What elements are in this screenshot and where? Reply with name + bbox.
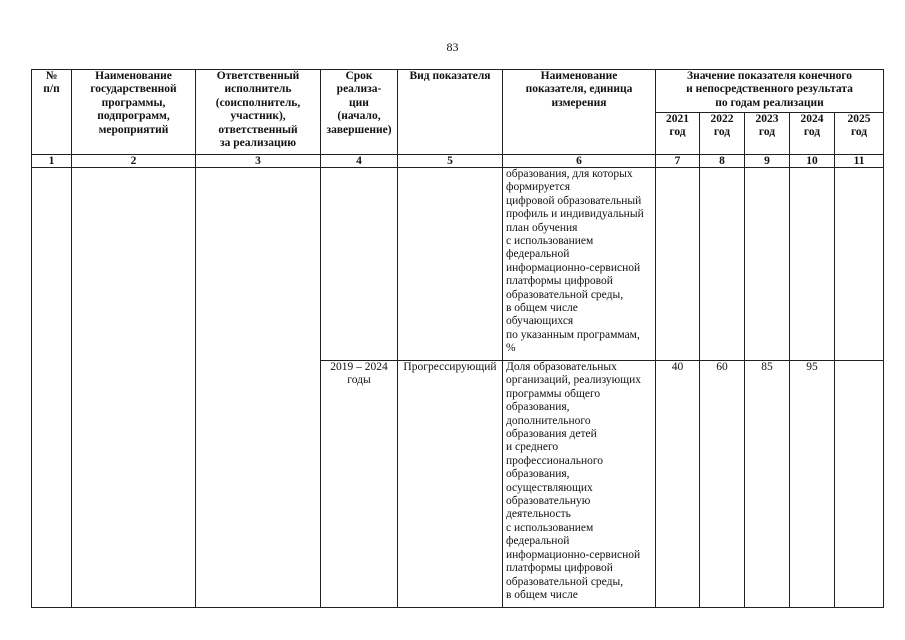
cell-text-line: образования, bbox=[506, 401, 570, 414]
cell-text-line: годы bbox=[347, 374, 371, 387]
cell-text-line: по годам реализации bbox=[715, 96, 824, 109]
header-indicator-type bbox=[398, 70, 503, 155]
value-2023-cell bbox=[745, 168, 790, 361]
cell-text-line: государственной bbox=[90, 83, 177, 96]
column-number: 7 bbox=[656, 155, 700, 168]
value-2024-cell bbox=[790, 168, 835, 361]
cell-text-line: осуществляющих bbox=[506, 481, 593, 494]
value-2022-cell: 60 bbox=[700, 361, 745, 608]
indicator-name-cell bbox=[503, 361, 656, 608]
cell-text-line: информационно-сервисной bbox=[506, 261, 641, 274]
cell-text-line: деятельность bbox=[506, 508, 571, 521]
cell-text-line: образовательной среды, bbox=[506, 575, 624, 588]
cell-text-line: Наименование bbox=[95, 70, 172, 82]
cell-text-line: образования, bbox=[506, 468, 570, 481]
cell-text-line: 2019 – 2024 bbox=[330, 361, 388, 373]
cell-text-line: год bbox=[758, 126, 776, 139]
page-number: 83 bbox=[446, 40, 459, 54]
cell-text-line: по указанным программам, bbox=[506, 328, 640, 341]
value-2024-cell: 95 bbox=[790, 361, 835, 608]
column-number: 9 bbox=[745, 155, 790, 168]
cell-text-line: образования, для которых bbox=[506, 168, 633, 180]
cell-text-line: федеральной bbox=[506, 535, 570, 548]
cell-text-line: год bbox=[713, 126, 731, 139]
value-2025-cell bbox=[835, 168, 884, 361]
cell-text-line: Срок bbox=[345, 70, 373, 82]
header-year-2022 bbox=[700, 113, 745, 155]
indicator-table bbox=[31, 69, 884, 608]
cell-text-line: с использованием bbox=[506, 521, 594, 534]
value-2021-cell bbox=[656, 168, 700, 361]
cell-text-line: участник), bbox=[230, 110, 286, 123]
cell-text-line: формируется bbox=[506, 181, 571, 194]
column-number: 5 bbox=[398, 155, 503, 168]
cell-text-line: 2025 bbox=[847, 113, 871, 125]
cell-text-line: п/п bbox=[43, 83, 60, 96]
cell-text-line: Наименование bbox=[540, 70, 618, 82]
indicator-type-cell: Прогрессирующий bbox=[398, 361, 503, 608]
column-number: 11 bbox=[835, 155, 884, 168]
column-number: 10 bbox=[790, 155, 835, 168]
column-numbers-row bbox=[32, 155, 884, 168]
cell-text-line: профиль и индивидуальный bbox=[506, 208, 644, 221]
cell-text-line: завершение) bbox=[326, 123, 392, 136]
cell-text-line: Ответственный bbox=[216, 70, 300, 82]
cell-text-line: год bbox=[669, 126, 686, 139]
cell-text-line: 2023 bbox=[755, 113, 779, 125]
cell-text-line: образования детей bbox=[506, 428, 597, 441]
header-year-2024 bbox=[790, 113, 835, 155]
cell-text-line: федеральной bbox=[506, 248, 570, 261]
cell-text-line: измерения bbox=[551, 96, 607, 109]
cell-text-line: ции bbox=[349, 96, 369, 109]
cell-text-line: в общем числе bbox=[506, 588, 578, 601]
column-number: 1 bbox=[32, 155, 72, 168]
cell-text-line: образовательной среды, bbox=[506, 288, 624, 301]
value-2025-cell bbox=[835, 361, 884, 608]
cell-text-line: % bbox=[506, 342, 516, 355]
cell-text-line: 2021 bbox=[666, 113, 689, 125]
executor-cell bbox=[196, 168, 321, 608]
cell-text-line: показателя, единица bbox=[525, 83, 633, 96]
cell-text-line: 2024 bbox=[800, 113, 824, 125]
cell-text-line: № bbox=[45, 70, 58, 82]
cell-text-line: в общем числе bbox=[506, 302, 578, 315]
cell-text-line: образовательную bbox=[506, 495, 591, 508]
column-number: 6 bbox=[503, 155, 656, 168]
cell-text-line: информационно-сервисной bbox=[506, 548, 641, 561]
cell-text-line: с использованием bbox=[506, 235, 594, 248]
term-cell bbox=[321, 361, 398, 608]
header-indicator-name bbox=[503, 70, 656, 155]
header-year-2021 bbox=[656, 113, 700, 155]
program-name-cell bbox=[72, 168, 196, 608]
header-term bbox=[321, 70, 398, 155]
cell-text-line: и непосредственного результата bbox=[686, 83, 853, 96]
cell-text-line: и среднего bbox=[506, 441, 559, 454]
cell-text-line: платформы цифровой bbox=[506, 562, 613, 575]
cell-text-line: (начало, bbox=[337, 110, 381, 123]
cell-text-line: мероприятий bbox=[98, 123, 169, 136]
header-executor bbox=[196, 70, 321, 155]
column-number: 8 bbox=[700, 155, 745, 168]
cell-text-line: 2022 bbox=[710, 113, 734, 125]
header-values-group bbox=[656, 70, 884, 113]
cell-text-line: платформы цифровой bbox=[506, 275, 613, 288]
cell-text-line: исполнитель bbox=[224, 83, 292, 96]
cell-text-line: Значение показателя конечного bbox=[687, 70, 853, 82]
cell-text-line: программы, bbox=[101, 96, 166, 109]
cell-text-line: обучающихся bbox=[506, 315, 574, 328]
value-2021-cell: 40 bbox=[656, 361, 700, 608]
term-cell bbox=[321, 168, 398, 361]
indicator-name-cell bbox=[503, 168, 656, 361]
cell-text-line: Доля образовательных bbox=[506, 361, 617, 373]
cell-text-line: план обучения bbox=[506, 221, 578, 234]
column-number: 3 bbox=[196, 155, 321, 168]
column-number: 4 bbox=[321, 155, 398, 168]
cell-text-line: цифровой образовательный bbox=[506, 194, 642, 207]
cell-text-line: программы общего bbox=[506, 387, 601, 400]
value-2023-cell: 85 bbox=[745, 361, 790, 608]
header-year-2023 bbox=[745, 113, 790, 155]
cell-text-line: (соисполнитель, bbox=[215, 96, 301, 109]
cell-text-line: Вид показателя bbox=[409, 70, 491, 82]
cell-text-line: ответственный bbox=[218, 123, 298, 136]
column-number: 2 bbox=[72, 155, 196, 168]
table-row bbox=[32, 168, 884, 361]
value-2022-cell bbox=[700, 168, 745, 361]
header-year-2025 bbox=[835, 113, 884, 155]
cell-text-line: год bbox=[850, 126, 868, 139]
cell-text-line: дополнительного bbox=[506, 414, 591, 427]
cell-text-line: реализа- bbox=[336, 83, 382, 96]
cell-text-line: за реализацию bbox=[219, 137, 297, 150]
row-number-cell bbox=[32, 168, 72, 608]
header-program-name bbox=[72, 70, 196, 155]
cell-text-line: организаций, реализующих bbox=[506, 374, 641, 387]
cell-text-line: подпрограмм, bbox=[97, 110, 170, 123]
cell-text-line: год bbox=[803, 126, 821, 139]
indicator-type-cell bbox=[398, 168, 503, 361]
header-number bbox=[32, 70, 72, 155]
cell-text-line: профессионального bbox=[506, 454, 604, 467]
